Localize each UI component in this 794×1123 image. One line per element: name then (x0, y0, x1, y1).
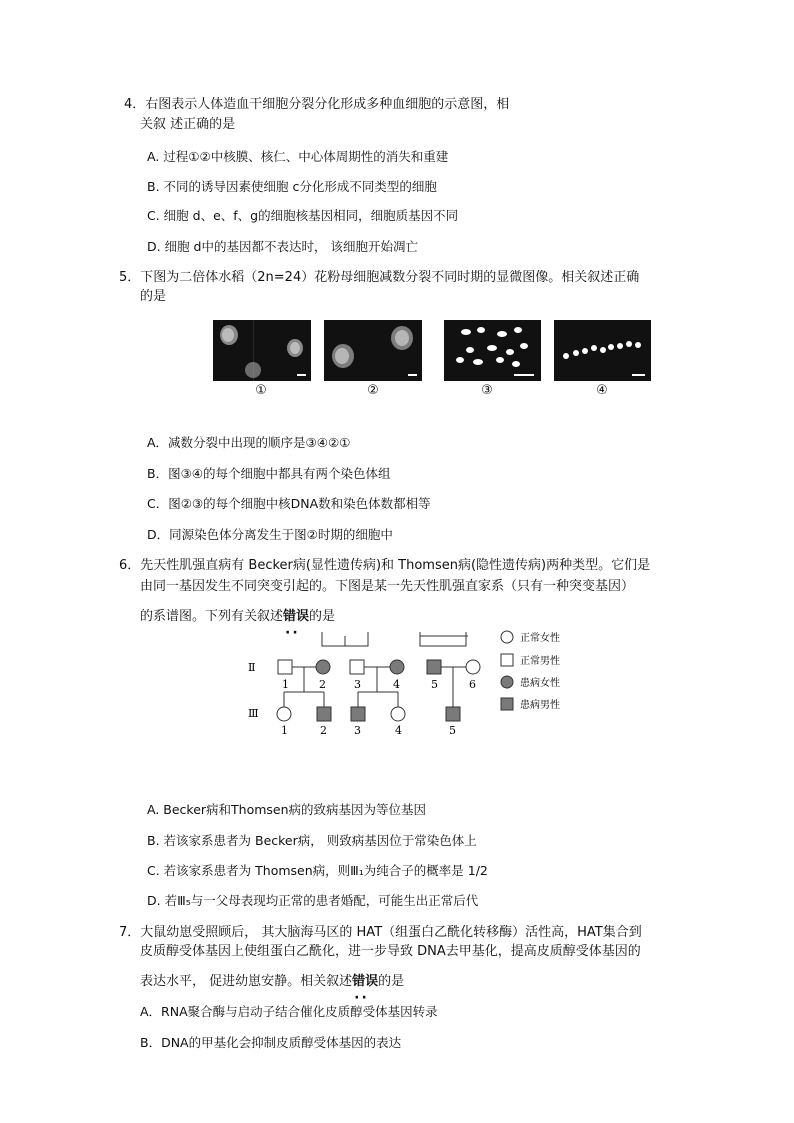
gen3-label: Ⅲ (248, 707, 259, 720)
q4-stem-line1: 4．右图表示人体造血干细胞分裂分化形成多种血细胞的示意图，相 (124, 97, 510, 112)
micrograph-2 (324, 320, 422, 381)
gen2-number-3: 3 (354, 678, 361, 691)
q7-option-a: A．RNA聚合酶与启动子结合催化皮质醇受体基因转录 (140, 1004, 438, 1019)
gen2-4-affected-female (390, 660, 404, 674)
legend-affected-female-symbol (501, 676, 513, 688)
q5-option-c: C．图②③的每个细胞中核DNA数和染色体数都相等 (147, 496, 431, 511)
q7-stem-emphasis: 错误 ·· (352, 974, 378, 989)
gen2-number-6: 6 (469, 678, 476, 691)
q4-option-c: C. 细胞 d、e、f、g的细胞核基因相同，细胞质基因不同 (147, 208, 459, 223)
q7-stem-line3 (140, 973, 404, 991)
q6-option-a: A. Becker病和Thomsen病的致病基因为等位基因 (147, 802, 427, 817)
gen2-6-normal-female (466, 660, 480, 674)
q5-option-a: A．减数分裂中出现的顺序是③④②① (147, 435, 351, 450)
pedigree-chart (240, 630, 580, 740)
q6-option-c: C. 若该家系患者为 Thomsen病，则Ⅲ₁为纯合子的概率是 1/2 (147, 863, 488, 878)
q5-stem-line1: 5．下图为二倍体水稻（2n=24）花粉母细胞减数分裂不同时期的显微图像。相关叙述正确 (119, 270, 640, 285)
q4-option-d: D. 细胞 d中的基因都不表达时， 该细胞开始凋亡 (147, 239, 418, 254)
gen3-3-affected-male (351, 707, 365, 721)
q7-stem-line3-pre: 表达水平， 促进幼崽安静。相关叙述 (140, 974, 353, 989)
q4-stem-line2: 关叙 述正确的是 (140, 117, 236, 132)
gen3-2-affected-male (317, 707, 331, 721)
q5-stem-line2: 的是 (140, 289, 167, 304)
q6-stem-line3 (140, 608, 335, 626)
gen2-number-1: 1 (282, 678, 289, 691)
gen3-4-normal-female (391, 707, 405, 721)
legend-affected-female-label: 患病女性 (520, 678, 560, 689)
q7-stem-line3-post: 的是 (378, 974, 405, 989)
q7-stem-line2: 皮质醇受体基因上使组蛋白乙酰化，进一步导致 DNA去甲基化，提高皮质醇受体基因的 (140, 944, 641, 959)
q6-stem-line3-pre: 的系谱图。下列有关叙述 (140, 609, 284, 624)
gen3-5-affected-male (446, 707, 460, 721)
gen3-number-1: 1 (281, 724, 288, 737)
q6-option-b: B. 若该家系患者为 Becker病， 则致病基因位于常染色体上 (147, 833, 477, 848)
micrograph-1 (213, 320, 311, 381)
micrograph-caption-1: ① (255, 383, 267, 398)
gen2-5-affected-male (427, 660, 441, 674)
gen2-1-normal-male (278, 660, 292, 674)
gen2-number-4: 4 (393, 678, 400, 691)
micrograph-caption-4: ④ (596, 383, 608, 398)
gen3-number-2: 2 (320, 724, 327, 737)
gen2-3-normal-male (350, 660, 364, 674)
gen2-label: Ⅱ (248, 661, 256, 674)
micrograph-3 (444, 320, 541, 381)
gen3-1-normal-female (277, 707, 291, 721)
q6-option-d: D. 若Ⅲ₅与一父母表现均正常的患者婚配，可能生出正常后代 (147, 893, 479, 908)
gen2-number-5: 5 (431, 678, 438, 691)
gen3-number-3: 3 (354, 724, 361, 737)
legend-normal-male-symbol (501, 654, 513, 666)
micrograph-4 (554, 320, 651, 381)
q6-stem-line2: 由同一基因发生不同突变引起的。下图是某一先天性肌强直家系（只有一种突变基因） (140, 579, 635, 594)
legend-affected-male-label: 患病男性 (520, 700, 560, 711)
legend-affected-male-symbol (501, 698, 513, 710)
legend-normal-female-label: 正常女性 (520, 633, 560, 644)
gen3-number-5: 5 (449, 724, 456, 737)
q6-stem-emphasis: 错误 ·· (283, 609, 309, 624)
legend-normal-female-symbol (501, 631, 513, 643)
q5-option-d: D．同源染色体分离发生于图②时期的细胞中 (147, 527, 393, 542)
q4-option-a: A. 过程①②中核膜、核仁、中心体周期性的消失和重建 (147, 149, 449, 164)
q4-option-b: B. 不同的诱导因素使细胞 c分化形成不同类型的细胞 (147, 179, 437, 194)
q7-stem-line1: 7．大鼠幼崽受照顾后， 其大脑海马区的 HAT（组蛋白乙酰化转移酶）活性高，HAT集合到 (119, 925, 642, 940)
q6-stem-line1: 6．先天性肌强直病有 Becker病(显性遗传病)和 Thomsen病(隐性遗传病)两种类型。它们是 (119, 558, 651, 573)
legend-normal-male-label: 正常男性 (520, 656, 560, 667)
micrograph-caption-3: ③ (481, 383, 493, 398)
q7-option-b: B．DNA的甲基化会抑制皮质醇受体基因的表达 (140, 1035, 402, 1050)
q6-stem-line3-post: 的是 (309, 609, 336, 624)
micrograph-caption-2: ② (367, 383, 379, 398)
gen2-number-2: 2 (319, 678, 326, 691)
q5-option-b: B．图③④的每个细胞中都具有两个染色体组 (147, 466, 391, 481)
gen2-2-affected-female (316, 660, 330, 674)
gen3-number-4: 4 (395, 724, 402, 737)
